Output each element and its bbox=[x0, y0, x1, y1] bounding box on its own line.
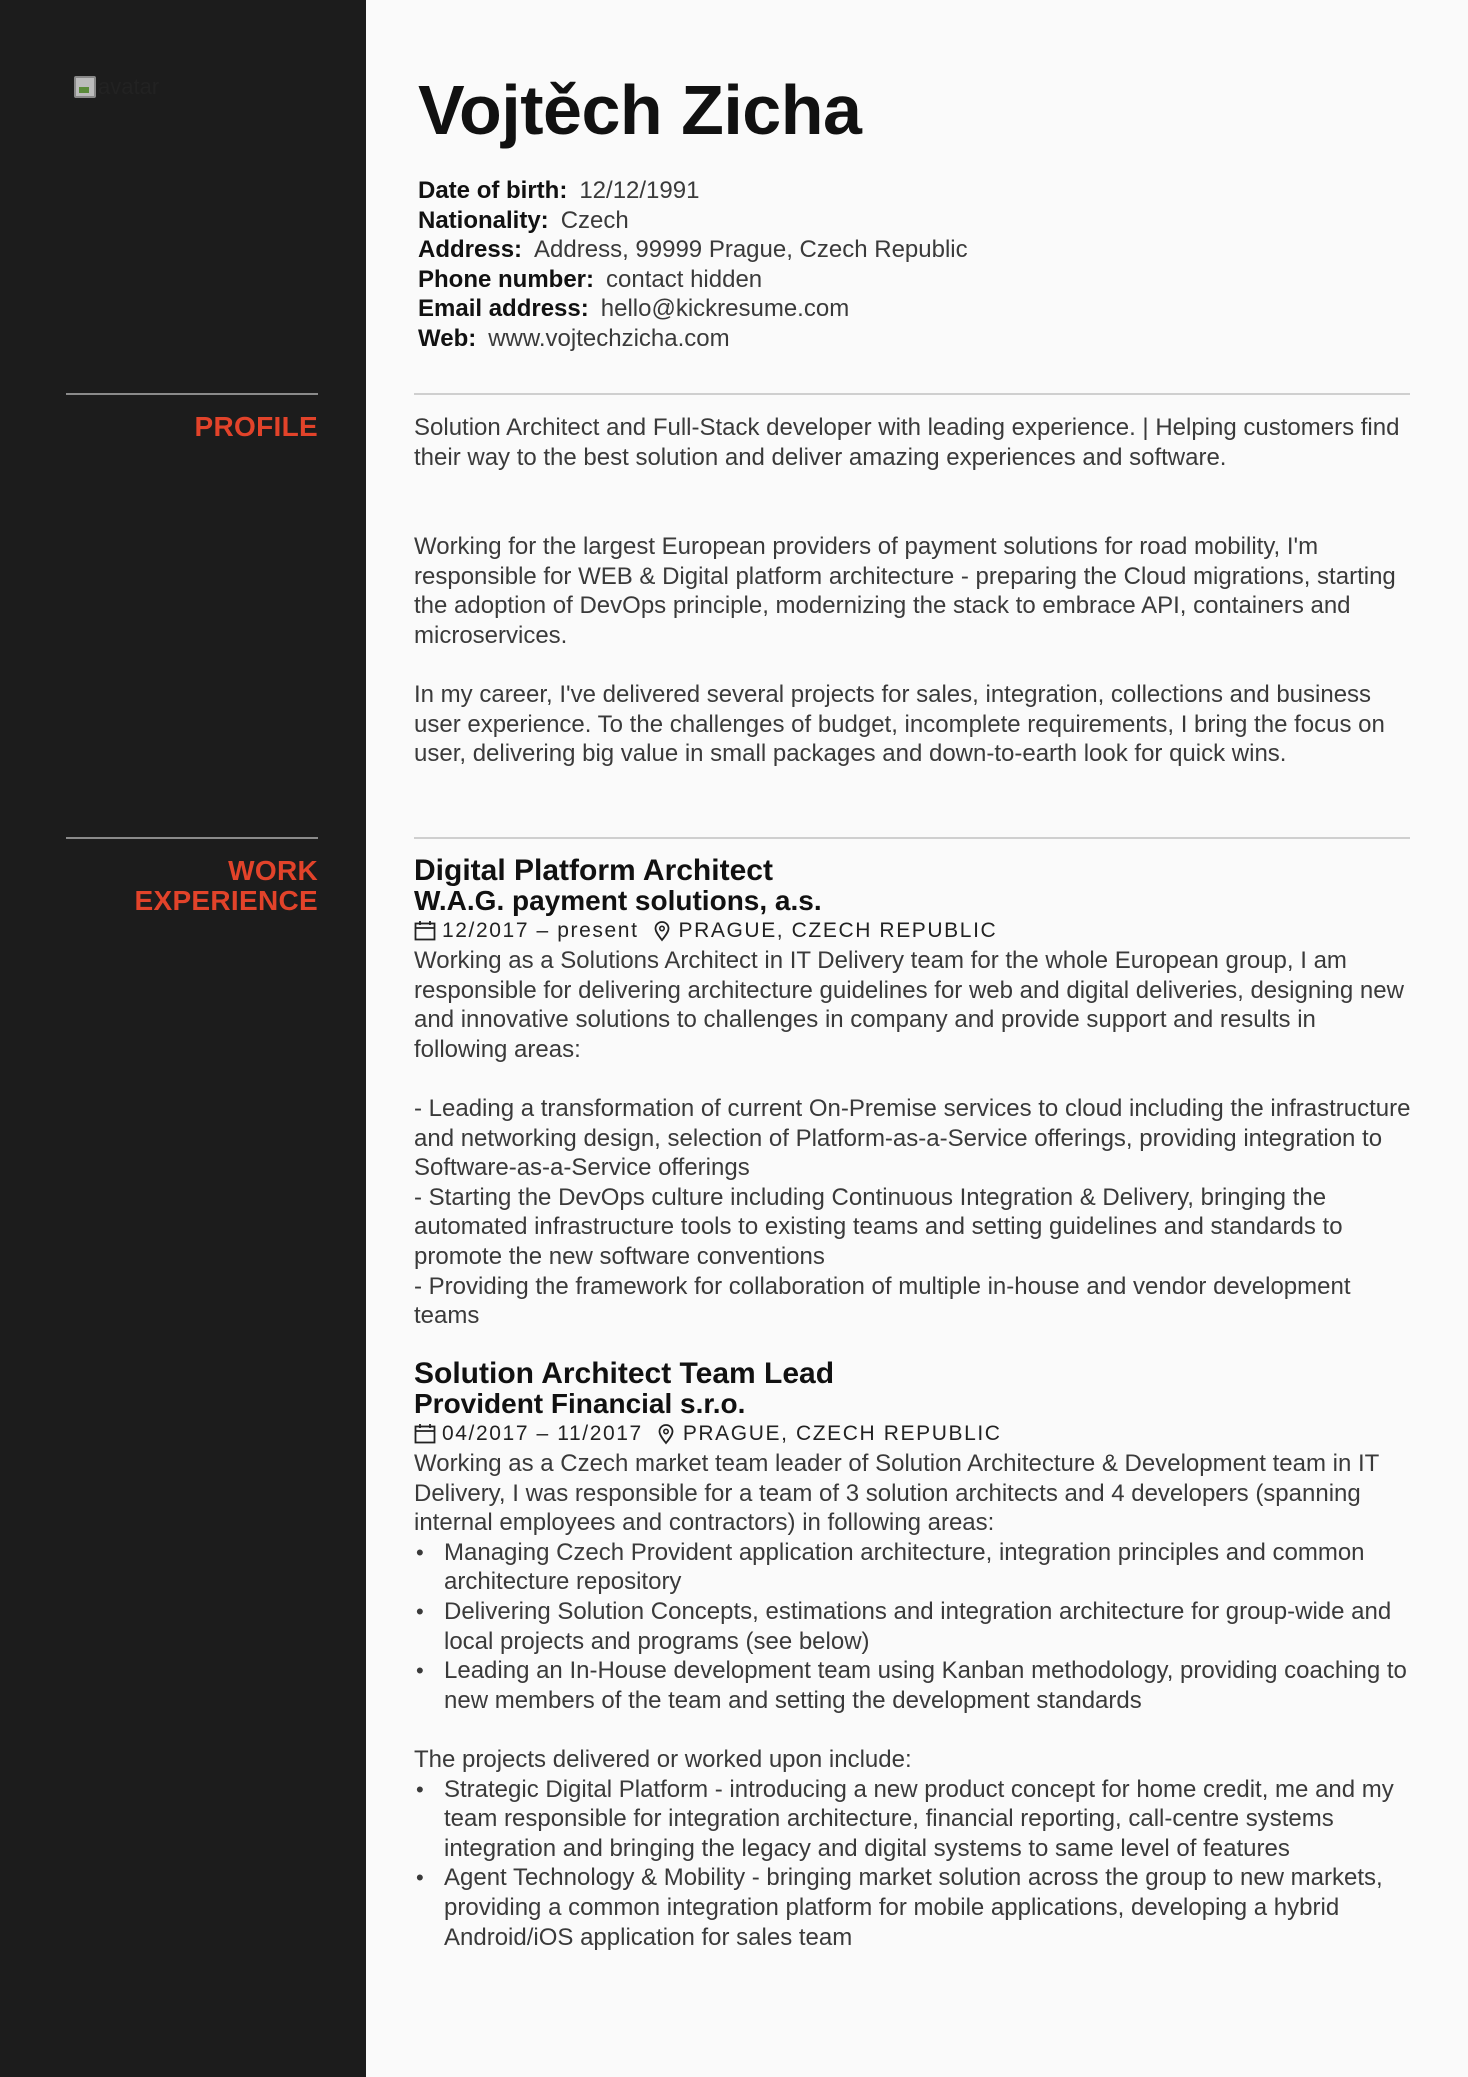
page-title: Vojtěch Zicha bbox=[418, 71, 862, 149]
job-description: Working as a Czech market team leader of Solution Architecture & Development team in IT Delivery, I was responsible for a team of 3 solution architects and 4 developers (spanning internal employees and contractors) in following areas: bbox=[414, 1450, 1379, 1537]
job-location: PRAGUE, CZECH REPUBLIC bbox=[678, 919, 998, 942]
job-point: - Starting the DevOps culture including Continuous Integration & Delivery, bringing the automated infrastructure tools to existing teams and setting guidelines and standards to promote the new software conventions bbox=[414, 1183, 1343, 1270]
detail-row: Email address: hello@kickresume.com bbox=[418, 295, 850, 322]
section-label-work-line2: EXPERIENCE bbox=[134, 885, 318, 916]
detail-row: Address: Address, 99999 Prague, Czech Republic bbox=[418, 236, 968, 263]
broken-image-icon bbox=[74, 76, 96, 98]
list-item: • Leading an In-House development team using Kanban methodology, providing coaching to new members of the team and setting the development standards bbox=[414, 1656, 1414, 1715]
avatar-alt-text: avatar bbox=[98, 74, 160, 99]
job-point: - Providing the framework for collaboration of multiple in-house and vendor development teams bbox=[414, 1272, 1351, 1330]
calendar-icon bbox=[414, 1423, 436, 1445]
work-divider bbox=[414, 837, 1410, 839]
list-item: • Strategic Digital Platform - introducing a new product concept for home credit, me and my team responsible for integration architecture, financial reporting, call-centre systems integration and bringing the legacy and digital systems to same level of features bbox=[414, 1775, 1414, 1864]
projects-intro: The projects delivered or worked upon include: bbox=[414, 1745, 912, 1773]
job-dates: 12/2017 – present bbox=[442, 919, 639, 942]
list-item: • Managing Czech Provident application architecture, integration principles and common architecture repository bbox=[414, 1538, 1414, 1597]
location-pin-icon bbox=[651, 920, 673, 942]
section-label-work bbox=[66, 856, 318, 916]
avatar bbox=[74, 72, 184, 102]
detail-row: Nationality: Czech bbox=[418, 206, 629, 234]
location-pin-icon bbox=[655, 1423, 677, 1445]
job-description: Working as a Solutions Architect in IT Delivery team for the whole European group, I am responsible for delivering architecture guidelines for web and digital deliveries, designing new and innovative solutions to challenges in company and provide support and results in following areas: bbox=[414, 947, 1404, 1063]
detail-row: Date of birth: 12/12/1991 bbox=[418, 177, 700, 204]
sidebar bbox=[0, 0, 366, 2077]
profile-paragraph-3: In my career, I've delivered several projects for sales, integration, collections and business user experience. To the challenges of budget, incomplete requirements, I bring the focus on user, delivering big value in small packages and down-to-earth look for quick wins. bbox=[414, 681, 1385, 768]
section-label-profile: PROFILE bbox=[194, 411, 318, 442]
job-location: PRAGUE, CZECH REPUBLIC bbox=[682, 1422, 1002, 1445]
detail-row: Web: www.vojtechzicha.com bbox=[418, 324, 730, 352]
profile-paragraph-1: Solution Architect and Full-Stack developer with leading experience. | Helping customers find their way to the best solution and deliver amazing experiences and software. bbox=[414, 414, 1400, 471]
job-title: Solution Architect Team Lead bbox=[414, 1357, 835, 1390]
job-entry bbox=[414, 1359, 1414, 1952]
section-label-work-line1: WORK bbox=[228, 855, 318, 886]
job-company: Provident Financial s.r.o. bbox=[414, 1388, 746, 1419]
sidebar-divider-profile bbox=[66, 393, 318, 395]
sidebar-divider-work bbox=[66, 837, 318, 839]
job-meta bbox=[414, 916, 1414, 946]
calendar-icon bbox=[414, 920, 436, 942]
job-points bbox=[414, 1094, 1414, 1331]
detail-row: Phone number: contact hidden bbox=[418, 265, 763, 293]
personal-details bbox=[418, 176, 968, 353]
job-company: W.A.G. payment solutions, a.s. bbox=[414, 885, 822, 916]
list-item: • Agent Technology & Mobility - bringing market solution across the group to new markets, providing a common integration platform for mobile applications, developing a hybrid Android/iOS application for sales team bbox=[414, 1863, 1414, 1952]
job-point: - Leading a transformation of current On-Premise services to cloud including the infrastructure and networking design, selection of Platform-as-a-Service offerings, providing integration to Software-as-a-Service offerings bbox=[414, 1094, 1411, 1182]
job-dates: 04/2017 – 11/2017 bbox=[442, 1422, 643, 1445]
job-entry bbox=[414, 856, 1414, 1331]
profile-paragraph-2: Working for the largest European providers of payment solutions for road mobility, I'm responsible for WEB & Digital platform architecture - preparing the Cloud migrations, starting the adoption of DevOps principle, modernizing the stack to embrace API, containers and microservices. bbox=[414, 533, 1396, 649]
job-title: Digital Platform Architect bbox=[414, 854, 773, 887]
project-bullets bbox=[414, 1775, 1414, 1953]
profile-divider bbox=[414, 393, 1410, 395]
list-item: • Delivering Solution Concepts, estimations and integration architecture for group-wide and local projects and programs (see below) bbox=[414, 1597, 1414, 1656]
job-meta bbox=[414, 1419, 1414, 1449]
job-bullets bbox=[414, 1538, 1414, 1716]
